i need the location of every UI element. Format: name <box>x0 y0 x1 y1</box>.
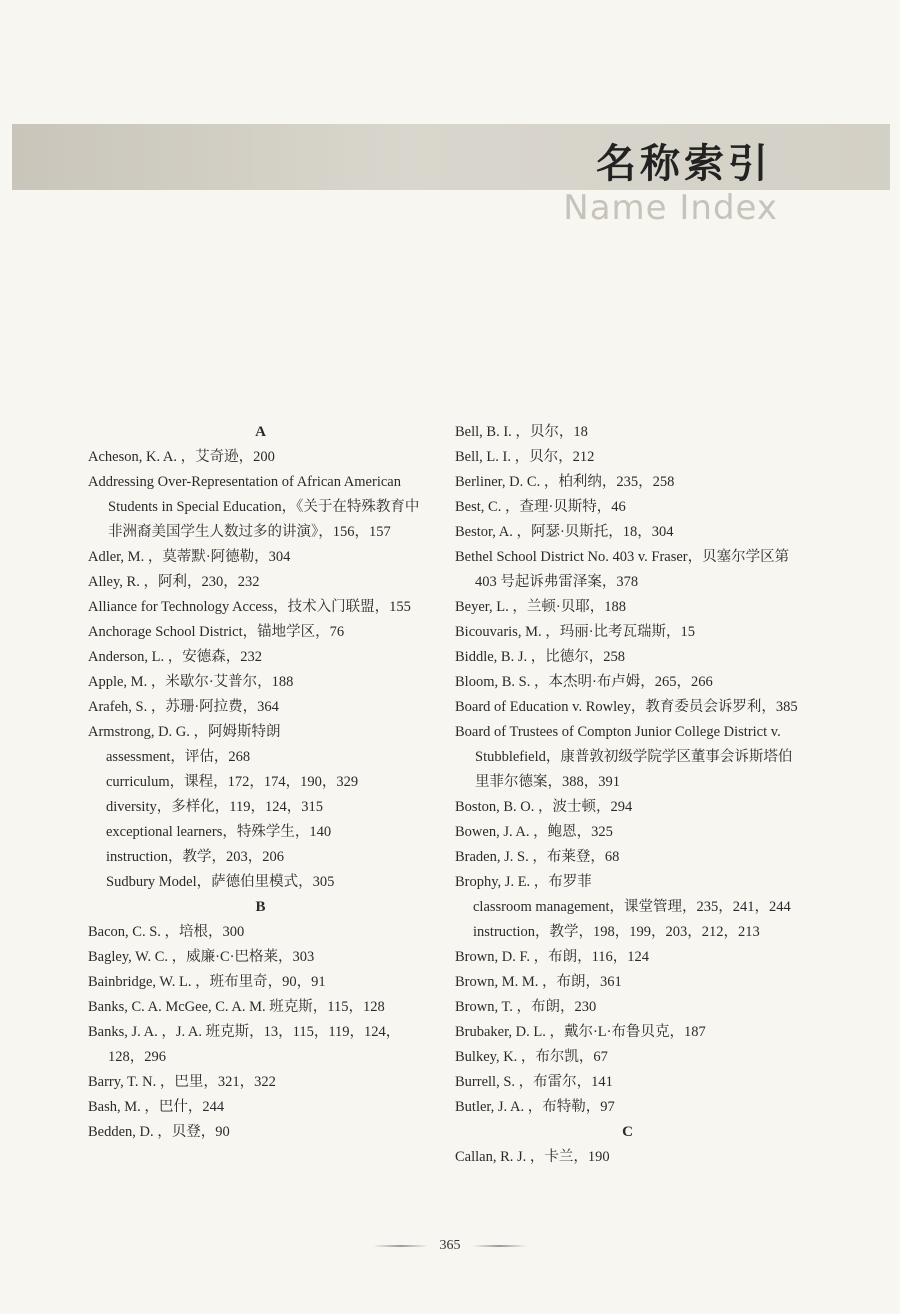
index-entry: Bell, L. I. ，贝尔，212 <box>455 449 595 465</box>
index-entry: Alley, R. ，阿利，230，232 <box>88 574 260 590</box>
index-entry: Barry, T. N. ，巴里，321，322 <box>88 1074 276 1090</box>
index-entry: Bell, B. I. ，贝尔，18 <box>455 424 588 440</box>
index-entry: Brown, D. F. ，布朗，116，124 <box>455 949 650 965</box>
index-entry: Best, C. ，查理·贝斯特，46 <box>455 499 626 515</box>
index-letter-heading: C <box>622 1124 633 1140</box>
index-entry: Burrell, S. ，布雷尔，141 <box>455 1074 613 1090</box>
index-entry: Beyer, L. ，兰顿·贝耶，188 <box>455 599 626 615</box>
index-letter-heading: A <box>255 424 266 440</box>
index-entry: Bedden, D. ，贝登，90 <box>88 1124 230 1140</box>
index-entry: Callan, R. J. ，卡兰，190 <box>455 1149 610 1165</box>
index-entry: Armstrong, D. G. ，阿姆斯特朗 <box>88 724 281 740</box>
page-number: 365 <box>439 1238 461 1253</box>
footer-rule-right <box>472 1245 527 1247</box>
index-entry: Anchorage School District，锚地学区，76 <box>88 624 345 640</box>
index-subentry: exceptional learners，特殊学生，140 <box>106 824 332 840</box>
index-entry: Boston, B. O. ，波士顿，294 <box>455 799 633 815</box>
index-entry: Bethel School District No. 403 v. Fraser，贝塞尔学区第 403 号起诉弗雷泽案，378 <box>455 549 793 590</box>
footer-rule-left <box>373 1245 428 1247</box>
index-entry: Addressing Over-Representation of African American Students in Special Education，《关于在特殊教育中非洲裔美国学生人数过多的讲演》，156，157 <box>88 474 420 540</box>
index-entry: Bagley, W. C. ，威廉·C·巴格莱，303 <box>88 949 315 965</box>
page-title-chinese: 名称索引 <box>596 141 772 187</box>
index-entry: Banks, C. A. McGee, C. A. M. 班克斯，115，128 <box>88 999 385 1015</box>
index-entry: Bestor, A. ，阿瑟·贝斯托，18，304 <box>455 524 674 540</box>
index-column-left <box>88 420 433 1145</box>
page-footer <box>0 1238 900 1254</box>
index-subentry: Sudbury Model，萨德伯里模式，305 <box>106 874 335 890</box>
index-entry: Bowen, J. A. ，鲍恩，325 <box>455 824 613 840</box>
index-subentry: assessment，评估，268 <box>106 749 251 765</box>
index-subentry: instruction，教学，198，199，203，212，213 <box>473 924 760 940</box>
index-entry: Adler, M. ，莫蒂默·阿德勒，304 <box>88 549 291 565</box>
index-column-right <box>455 420 800 1170</box>
index-entry: Bainbridge, W. L. ，班布里奇，90，91 <box>88 974 326 990</box>
index-letter-heading: B <box>255 899 266 915</box>
index-entry: Butler, J. A. ，布特勒，97 <box>455 1099 615 1115</box>
index-entry: Anderson, L. ，安德森，232 <box>88 649 262 665</box>
index-entry: Bacon, C. S. ，培根，300 <box>88 924 245 940</box>
index-entry: Acheson, K. A. ，艾奇逊，200 <box>88 449 275 465</box>
page-title-english: Name Index <box>563 188 778 228</box>
index-entry: Apple, M. ，米歇尔·艾普尔，188 <box>88 674 294 690</box>
index-entry: Bicouvaris, M. ，玛丽·比考瓦瑞斯，15 <box>455 624 696 640</box>
index-entry: Biddle, B. J. ，比德尔，258 <box>455 649 625 665</box>
index-subentry: curriculum，课程，172，174，190，329 <box>106 774 359 790</box>
index-entry: Bloom, B. S. ，本杰明·布卢姆，265，266 <box>455 674 713 690</box>
index-entry: Brown, T. ，布朗，230 <box>455 999 597 1015</box>
index-entry: Brubaker, D. L. ，戴尔·L·布鲁贝克，187 <box>455 1024 706 1040</box>
index-entry: Board of Education v. Rowley，教育委员会诉罗利，385 <box>455 699 798 715</box>
index-subentry: instruction，教学，203，206 <box>106 849 285 865</box>
index-entry: Alliance for Technology Access，技术入门联盟，155 <box>88 599 411 615</box>
index-subentry: diversity，多样化，119，124，315 <box>106 799 323 815</box>
index-entry: Bulkey, K. ，布尔凯，67 <box>455 1049 608 1065</box>
index-entry: Board of Trustees of Compton Junior College District v. Stubblefield，康普敦初级学院学区董事会诉斯塔伯里菲尔德案，388，391 <box>455 724 793 790</box>
index-entry: Brown, M. M. ，布朗，361 <box>455 974 622 990</box>
index-subentry: classroom management，课堂管理，235，241，244 <box>473 899 791 915</box>
index-entry: Arafeh, S. ，苏珊·阿拉费，364 <box>88 699 279 715</box>
index-entry: Braden, J. S. ，布莱登，68 <box>455 849 620 865</box>
index-entry: Banks, J. A. ，J. A. 班克斯，13，115，119，124，128，296 <box>88 1024 401 1065</box>
index-entry: Brophy, J. E. ，布罗菲 <box>455 874 592 890</box>
index-entry: Berliner, D. C. ，柏利纳，235，258 <box>455 474 675 490</box>
index-entry: Bash, M. ，巴什，244 <box>88 1099 225 1115</box>
